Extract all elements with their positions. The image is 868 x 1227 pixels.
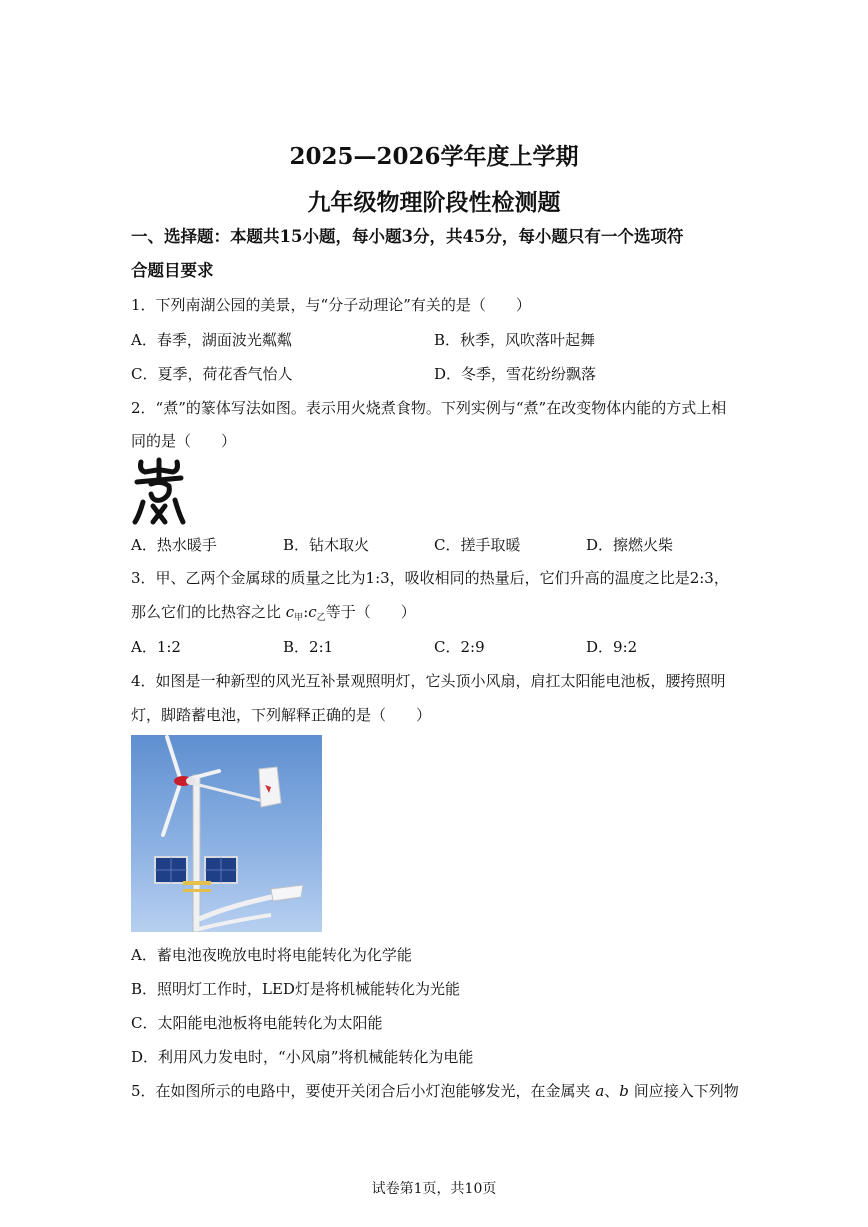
- q5-stem: [131, 1080, 741, 1101]
- q3-stem-line2: [131, 601, 741, 623]
- q3-stem-end: 等于（ ）: [325, 603, 416, 621]
- section-heading-line1: 一、选择题：本题共15小题，每小题3分，共45分，每小题只有一个选项符: [131, 227, 684, 246]
- seal-script-character-figure: [131, 456, 187, 528]
- q4-stem-line2: 灯，脚踏蓄电池，下列解释正确的是（ ）: [131, 706, 432, 724]
- q1-option-c: C．夏季，荷花香气怡人: [131, 365, 293, 383]
- q5-separator: 、: [604, 1082, 620, 1100]
- q3-option-a: A．1:2: [131, 638, 181, 656]
- q2-stem-line1: 2．“煮”的篆体写法如图。表示用火烧煮食物。下列实例与“煮”在改变物体内能的方式上相: [131, 399, 727, 417]
- q4-option-b: B．照明灯工作时，LED灯是将机械能转化为光能: [131, 980, 460, 998]
- q2-option-b: B．钻木取火: [283, 536, 370, 554]
- q1-option-d: D．冬季，雪花纷纷飘落: [434, 365, 597, 383]
- q2-option-d: D．擦燃火柴: [586, 536, 674, 554]
- q1-stem: 1．下列南湖公园的美景，与“分子动理论”有关的是（ ）: [131, 296, 531, 314]
- q5-stem-text: 5．在如图所示的电路中，要使开关闭合后小灯泡能够发光，在金属夹: [131, 1082, 591, 1100]
- section-heading-line2: 合题目要求: [131, 261, 214, 280]
- q3-stem-text: 那么它们的比热容之比: [131, 603, 282, 621]
- q2-option-c: C．搓手取暖: [434, 536, 521, 554]
- q3-option-c: C．2:9: [434, 638, 485, 656]
- q4-option-c: C．太阳能电池板将电能转化为太阳能: [131, 1014, 383, 1032]
- q5-stem-end: 间应接入下列物: [633, 1082, 739, 1100]
- q2-option-a: A．热水暖手: [131, 536, 217, 554]
- clip-b-label: b: [619, 1082, 629, 1100]
- clip-a-label: a: [595, 1082, 605, 1100]
- q1-option-b: B．秋季，风吹落叶起舞: [434, 331, 596, 349]
- q3-option-d: D．9:2: [586, 638, 638, 656]
- page-footer: 试卷第1页，共10页: [371, 1181, 497, 1197]
- c-symbol: c: [308, 603, 317, 621]
- c-symbol: c: [285, 603, 295, 621]
- q4-option-a: A．蓄电池夜晚放电时将电能转化为化学能: [131, 946, 412, 964]
- q3-stem-line1: 3．甲、乙两个金属球的质量之比为1:3，吸收相同的热量后，它们升高的温度之比是2:3，: [131, 569, 729, 587]
- c-sub-jia: 甲: [294, 613, 304, 623]
- q1-option-a: A．春季，湖面波光粼粼: [131, 331, 292, 349]
- exam-title: 2025—2026学年度上学期: [289, 143, 579, 170]
- q3-option-b: B．2:1: [283, 638, 334, 656]
- q4-option-d: D．利用风力发电时，“小风扇”将机械能转化为电能: [131, 1048, 474, 1066]
- q2-stem-line2: 同的是（ ）: [131, 432, 237, 450]
- c-sub-yi: 乙: [316, 613, 326, 623]
- q4-stem-line1: 4．如图是一种新型的风光互补景观照明灯，它头顶小风扇，肩扛太阳能电池板，腰挎照明: [131, 672, 726, 690]
- exam-subtitle: 九年级物理阶段性检测题: [307, 189, 561, 216]
- ratio-colon: :: [303, 603, 309, 621]
- wind-solar-street-lamp-photo: [131, 735, 322, 932]
